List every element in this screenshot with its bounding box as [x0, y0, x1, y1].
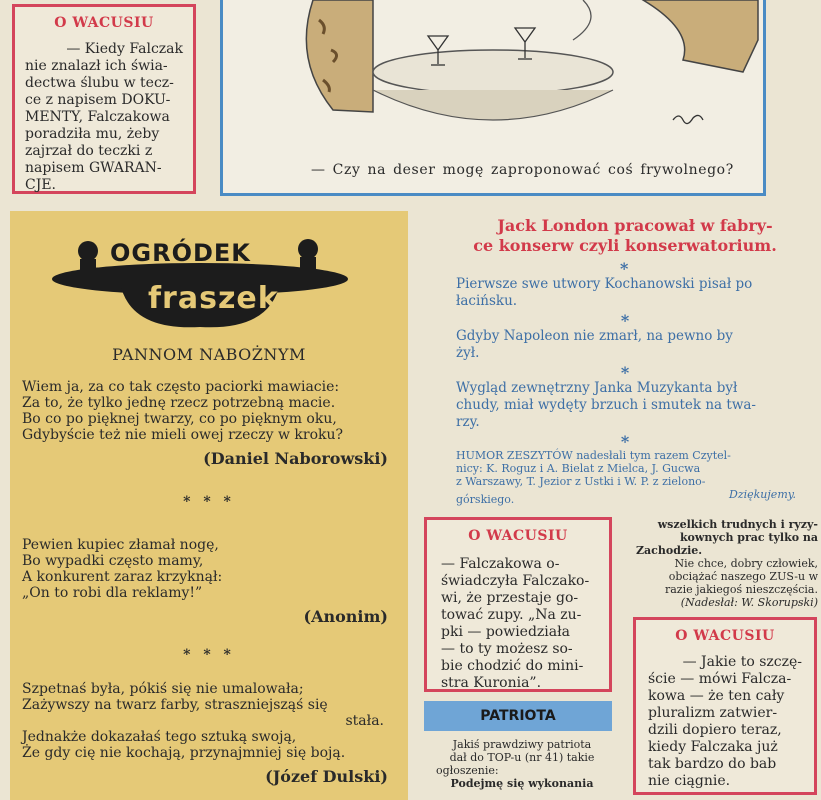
text-line: CJE.: [25, 177, 56, 193]
logo-top-text: OGRÓDEK: [110, 239, 251, 267]
credits-line: HUMOR ZESZYTÓW nadesłali tym razem Czytel-: [456, 449, 731, 462]
wacusiu-box-middle: [424, 517, 612, 692]
credits-line: górskiego.: [456, 493, 515, 506]
text-line: pki — powiedziała: [441, 624, 571, 640]
ogrodek-logo: [50, 221, 350, 331]
poem-line: Jednakże dokazałaś tego sztuką swoją,: [22, 729, 297, 745]
poem-line: Gdybyście też nie mieli owej rzeczy w kroku?: [22, 427, 344, 443]
text-line: dzili dopiero teraz,: [648, 722, 782, 738]
logo-bottom-text: fraszek: [148, 281, 279, 316]
cartoon-illustration: [223, 0, 763, 150]
humor-line: chudy, miał wydęty brzuch i smutek na twa-: [456, 397, 756, 413]
poem-line: Bo wypadki często mamy,: [22, 553, 204, 569]
text-line: wi, że przestaje go-: [441, 590, 579, 606]
poem-author: (Daniel Naborowski): [203, 449, 388, 468]
poem3: [22, 681, 398, 786]
thanks-text: Dziękujemy.: [729, 488, 796, 501]
poem1: [22, 379, 398, 468]
humor-line: Wygląd zewnętrzny Janka Muzykanta był: [456, 380, 738, 396]
humor-headline: [444, 216, 806, 256]
text-line: dectwa ślubu w tecz-: [25, 75, 174, 91]
ad-line: wszelkich trudnych i ryzy-: [657, 518, 818, 531]
patriota-line: Jakiś prawdziwy patriota: [452, 738, 592, 751]
text-line: — Falczakowa o-: [441, 556, 560, 572]
text-line: poradziła mu, żeby: [25, 126, 160, 142]
poem2: [22, 537, 398, 626]
text-line: kiedy Falczaka już: [648, 739, 778, 755]
section-stars: * * *: [183, 494, 235, 510]
star-separator: *: [620, 432, 630, 451]
wacusiu-text: [441, 556, 595, 692]
text-line: — Jakie to szczę-: [682, 654, 802, 670]
poem-line: Wiem ja, za co tak często paciorki mawiacie:: [22, 379, 340, 395]
credits-line: nicy: K. Roguz i A. Bielat z Mielca, J. Gucwa: [456, 462, 701, 475]
poem-line: stała.: [345, 713, 384, 729]
humor-line: łacińsku.: [456, 293, 518, 309]
text-line: ce z napisem DOKU-: [25, 92, 171, 108]
text-line: świadczyła Falczako-: [441, 573, 590, 589]
wacusiu-box-top-left: [12, 4, 196, 194]
wacusiu-text: [648, 654, 802, 790]
humor-item: [444, 276, 806, 310]
humor-line: Gdyby Napoleon nie zmarł, na pewno by: [456, 328, 733, 344]
patriota-line: Podejmę się wykonania: [450, 777, 594, 790]
wacusiu-box-bottom-right: [633, 617, 817, 795]
humor-section: [444, 216, 806, 507]
humor-credits: [444, 449, 806, 507]
text-line: stra Kuronia”.: [441, 675, 542, 691]
humor-line: Pierwsze swe utwory Kochanowski pisał po: [456, 276, 753, 292]
text-line: ście — mówi Falcza-: [648, 671, 792, 687]
wacusiu-title: O WACUSIU: [675, 628, 775, 644]
comment-line: razie jakiegoś nieszczęścia.: [664, 583, 818, 596]
sender-line: (Nadesłał: W. Skorupski): [680, 596, 818, 609]
headline-line: Jack London pracował w fabry-: [497, 216, 773, 235]
poem-line: Bo co po pięknej twarzy, co po pięknym oku,: [22, 411, 337, 427]
text-line: tować zupy. „Na zu-: [441, 607, 582, 623]
patriota-header: [424, 701, 612, 731]
star-separator: *: [620, 311, 630, 330]
ogrodek-fraszek-panel: [10, 211, 408, 800]
star-separator: *: [620, 363, 630, 382]
star-separator: *: [620, 259, 629, 278]
credits-line: z Warszawy, T. Jezior z Ustki i W. P. z zielono-: [456, 475, 706, 488]
humor-line: rzy.: [456, 414, 480, 430]
text-line: MENTY, Falczakowa: [25, 109, 170, 125]
poem1-title: PANNOM NABOŻNYM: [112, 345, 306, 364]
patriota-line: dał do TOP-u (nr 41) takie: [449, 751, 595, 764]
text-line: kowa — że ten cały: [648, 688, 785, 704]
comment-line: obciążać naszego ZUS-u w: [668, 570, 818, 583]
patriota-line: ogłoszenie:: [436, 764, 499, 777]
wacusiu-title: O WACUSIU: [54, 15, 154, 31]
headline-line: ce konserw czyli konserwatorium.: [473, 236, 777, 255]
text-line: zajrzał do teczki z: [25, 143, 153, 159]
poem-line: „On to robi dla reklamy!”: [22, 585, 203, 601]
humor-item: [444, 380, 806, 431]
patriota-title: PATRIOTA: [480, 708, 556, 724]
text-line: — Kiedy Falczak: [66, 41, 183, 57]
text-line: bie chodzić do mini-: [441, 658, 584, 674]
text-line: tak bardzo do bab: [648, 756, 777, 772]
poem-line: Pewien kupiec złamał nogę,: [22, 537, 219, 553]
text-line: nie znalazł ich świa-: [25, 58, 168, 74]
poem-line: Za to, że tylko jednę rzecz potrzebną macie.: [22, 395, 336, 411]
section-stars: * * *: [183, 647, 235, 663]
text-line: — to ty możesz so-: [441, 641, 573, 657]
humor-line: żył.: [456, 345, 480, 361]
ad-line: kownych prac tylko na: [679, 531, 818, 544]
wacusiu-text: [25, 41, 183, 194]
text-line: napisem GWARAN-: [25, 160, 162, 176]
cartoon-caption: — Czy na deser mogę zaproponować coś frywolnego?: [311, 162, 734, 178]
text-line: pluralizm zatwier-: [648, 705, 778, 721]
poem-author: (Anonim): [303, 607, 388, 626]
patriota-continuation: [628, 518, 818, 609]
comment-line: Nie chce, dobry człowiek,: [674, 557, 818, 570]
humor-item: [444, 328, 806, 362]
poem-author: (Józef Dulski): [265, 767, 388, 786]
poem-line: Że gdy cię nie kochają, przynajmniej się boją.: [22, 745, 346, 761]
ad-line: Zachodzie.: [636, 544, 703, 557]
poem-line: A konkurent zaraz krzyknął:: [22, 569, 223, 585]
text-line: nie ciągnie.: [648, 773, 731, 789]
patriota-text: [432, 738, 612, 790]
poem-line: Szpetnaś była, pókiś się nie umalowała;: [22, 681, 304, 697]
cartoon-panel: [220, 0, 766, 196]
wacusiu-title: O WACUSIU: [468, 528, 568, 544]
poem-line: Zażywszy na twarz farby, straszniejsząś się: [22, 697, 328, 713]
